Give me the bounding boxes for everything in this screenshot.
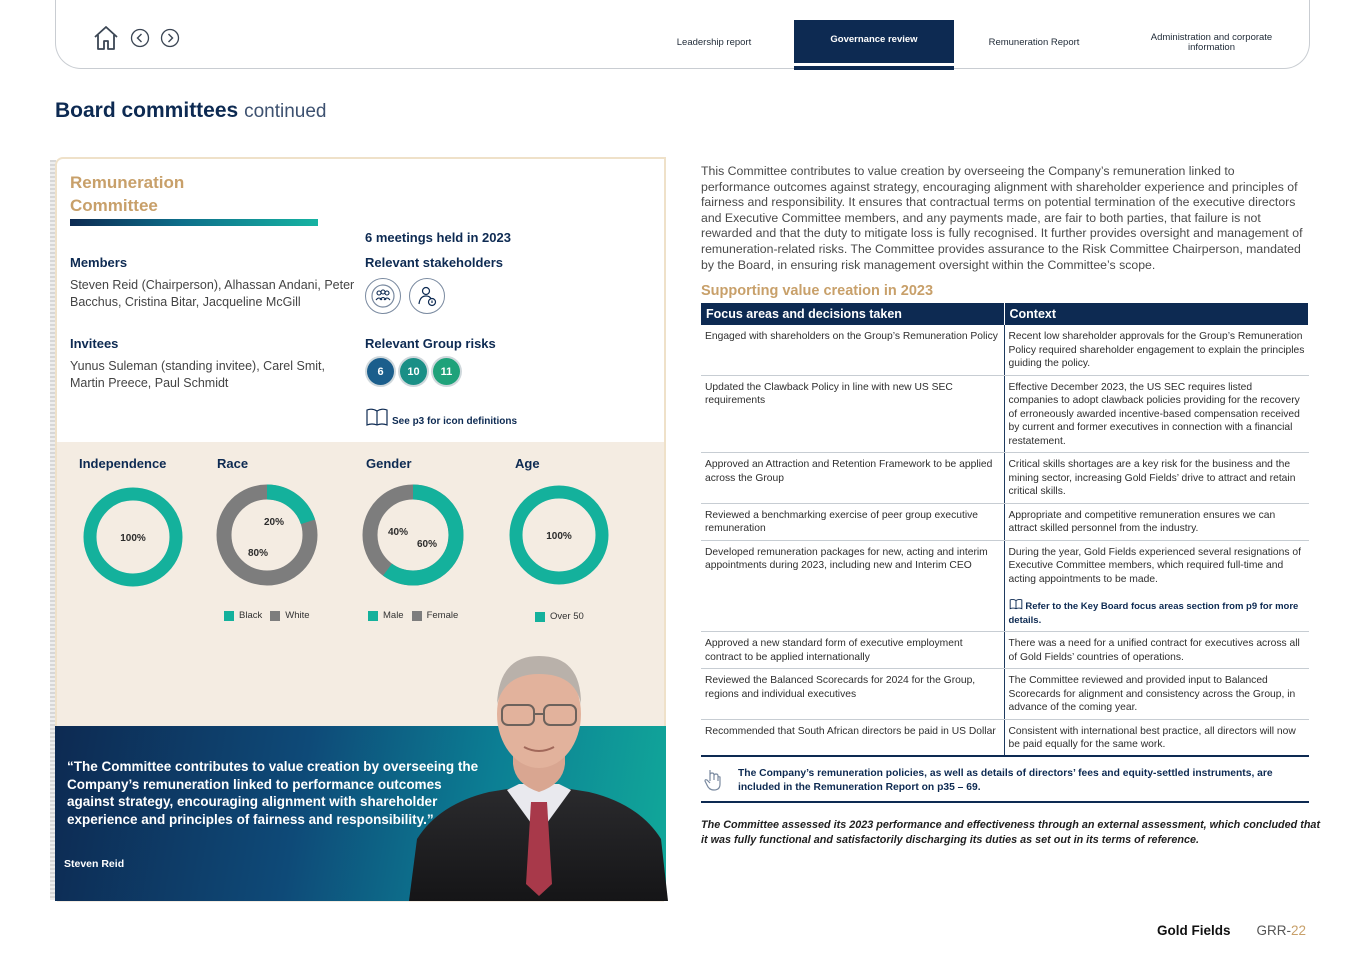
legend-female: Female bbox=[426, 610, 459, 621]
context-cell: The Committee reviewed and provided input to Balanced Scorecards for alignment and consistency across the Group, in advance of the coming year. bbox=[1004, 669, 1309, 720]
key-board-focus-link[interactable] bbox=[1009, 598, 1305, 627]
committee-panel bbox=[55, 157, 666, 899]
stakeholder-icons bbox=[365, 278, 445, 314]
context-cell: Effective December 2023, the US SEC requires listed companies to adopt clawback policies providing for the recovery of erroneously awarded incentive-based compensation received by current and former executives in connection with a financial restatement. bbox=[1004, 375, 1309, 453]
icon-definitions-text: See p3 for icon definitions bbox=[392, 416, 518, 427]
footer-page-code bbox=[1256, 923, 1306, 938]
table-row bbox=[701, 669, 1309, 720]
employee-icon bbox=[409, 278, 445, 314]
tab-governance-review[interactable]: Governance review bbox=[794, 20, 954, 66]
independence-value: 100% bbox=[120, 533, 146, 544]
race-legend bbox=[224, 610, 310, 621]
age-legend bbox=[535, 611, 584, 622]
key-board-focus-text: Refer to the Key Board focus areas section from p9 for more details. bbox=[1008, 601, 1299, 626]
legend-white: White bbox=[285, 610, 310, 621]
performance-assessment: The Committee assessed its 2023 performance and effectiveness through an external assessment, which concluded that it was fully functional and satisfactorily discharging its duties as set out in its terms of reference. bbox=[701, 819, 1321, 846]
focus-cell: Reviewed the Balanced Scorecards for 2024 for the Group, regions and individual executives bbox=[701, 669, 1004, 720]
age-label: Age bbox=[515, 456, 540, 471]
focus-areas-table bbox=[701, 303, 1309, 757]
tab-administration[interactable]: Administration and corporate information bbox=[1150, 31, 1273, 53]
invitees-list: Yunus Suleman (standing invitee), Carel Smit, Martin Preece, Paul Schmidt bbox=[70, 359, 325, 390]
table-header-row bbox=[701, 303, 1309, 325]
focus-cell: Updated the Clawback Policy in line with new US SEC requirements bbox=[701, 375, 1004, 453]
note-text: The Company’s remuneration policies, as well as details of directors’ fees and equity-settled instruments, are included in the Remuneration Report on p35 – 69. bbox=[738, 768, 1273, 793]
independence-label: Independence bbox=[79, 456, 167, 471]
context-cell: Critical skills shortages are a key risk for the business and the mining sector, increasing Gold Fields’ drive to attract and retain critical skills. bbox=[1004, 453, 1309, 504]
risk-badge: 11 bbox=[433, 358, 460, 385]
icon-definitions-link[interactable] bbox=[365, 407, 517, 427]
tab-remuneration-report[interactable]: Remuneration Report bbox=[988, 36, 1080, 48]
table-row bbox=[701, 453, 1309, 504]
invitees-heading: Invitees bbox=[70, 336, 119, 351]
quote-author: Steven Reid bbox=[64, 858, 125, 870]
footer-brand: Gold Fields bbox=[1156, 923, 1231, 938]
context-cell: Consistent with international best practice, all directors will now be paid equally for the same work. bbox=[1004, 719, 1309, 756]
home-icon[interactable] bbox=[92, 24, 120, 52]
meetings-count: 6 meetings held in 2023 bbox=[365, 230, 511, 245]
title-underline-bar bbox=[70, 219, 318, 226]
tab-leadership-report[interactable]: Leadership report bbox=[676, 36, 752, 48]
race-black-value: 20% bbox=[263, 517, 285, 528]
committee-intro: This Committee contributes to value creation by overseeing the Company’s remuneration linked to performance outcomes against strategy, encouraging alignment with shareholder experience and principles of fairness and responsibility. It ensures that contractual terms on potential termination of the executive directors and Executive Committee members, and any payments made, are fair to both parties, that failure is not rewarded and that the duty to mitigate loss is fully recognised. It further provides oversight and management of remuneration-related risks. The Committee provides assurance to the Risk Committee Chairperson, mandated by the Board, in ensuring risk management oversight within the Committee’s scope. bbox=[701, 164, 1303, 272]
footer-page-number: 22 bbox=[1290, 923, 1306, 938]
gender-female-value: 40% bbox=[387, 527, 409, 538]
race-white-value: 80% bbox=[247, 548, 269, 559]
column-header-context: Context bbox=[1004, 303, 1309, 325]
legend-swatch-white bbox=[270, 611, 280, 621]
gender-segments bbox=[370, 492, 456, 578]
risk-badge: 6 bbox=[367, 358, 394, 385]
legend-black: Black bbox=[239, 610, 263, 621]
race-donut bbox=[216, 484, 318, 586]
pointer-hand-icon bbox=[703, 768, 723, 792]
group-risks-heading: Relevant Group risks bbox=[365, 336, 496, 351]
context-text: During the year, Gold Fields experienced several resignations of Executive Committee members, which required full-time and acting appointments to be made. bbox=[1008, 546, 1301, 585]
table-row bbox=[701, 540, 1309, 632]
table-row bbox=[701, 503, 1309, 540]
risk-badge: 10 bbox=[400, 358, 427, 385]
top-navigation bbox=[55, 0, 1310, 69]
members-heading: Members bbox=[70, 255, 128, 270]
focus-cell: Approved a new standard form of executive employment contract to be applied internationally bbox=[701, 632, 1004, 669]
supporting-value-heading: Supporting value creation in 2023 bbox=[701, 283, 934, 299]
page-footer bbox=[1157, 923, 1306, 938]
legend-over50: Over 50 bbox=[550, 611, 584, 622]
gender-donut bbox=[362, 484, 464, 586]
page-title-main: Board committees bbox=[55, 99, 239, 122]
age-donut bbox=[508, 484, 610, 586]
legend-male: Male bbox=[383, 610, 404, 621]
independence-donut bbox=[82, 486, 184, 588]
context-cell: Appropriate and competitive remuneration ensures we can attract skilled personnel from the industry. bbox=[1004, 503, 1309, 540]
gender-male-value: 60% bbox=[416, 539, 438, 550]
age-value: 100% bbox=[546, 531, 572, 542]
forward-icon[interactable] bbox=[160, 28, 180, 48]
race-segments bbox=[224, 492, 310, 578]
focus-cell: Recommended that South African directors be paid in US Dollar bbox=[701, 719, 1004, 756]
table-row bbox=[701, 325, 1309, 375]
context-cell bbox=[1004, 540, 1309, 632]
focus-cell: Reviewed a benchmarking exercise of peer group executive remuneration bbox=[701, 503, 1004, 540]
members-list: Steven Reid (Chairperson), Alhassan Andani, Peter Bacchus, Cristina Bitar, Jacqueline McGill bbox=[70, 278, 355, 309]
gender-legend bbox=[368, 610, 458, 621]
committee-name: Remuneration Committee bbox=[70, 173, 185, 215]
remuneration-report-note[interactable] bbox=[701, 755, 1309, 803]
page-title bbox=[55, 99, 326, 123]
section-tabs bbox=[634, 20, 1309, 66]
focus-cell: Approved an Attraction and Retention Framework to be applied across the Group bbox=[701, 453, 1004, 504]
footer-code-prefix: GRR- bbox=[1256, 923, 1291, 938]
gender-label: Gender bbox=[366, 456, 412, 471]
stakeholders-heading: Relevant stakeholders bbox=[365, 255, 504, 270]
legend-swatch-over50 bbox=[535, 612, 545, 622]
table-row bbox=[701, 719, 1309, 756]
page-title-suffix: continued bbox=[244, 101, 327, 122]
race-label: Race bbox=[217, 456, 249, 471]
book-icon bbox=[1009, 598, 1023, 610]
focus-cell: Engaged with shareholders on the Group’s Remuneration Policy bbox=[701, 325, 1004, 375]
table-row bbox=[701, 632, 1309, 669]
nav-icon-group bbox=[92, 24, 180, 52]
chairperson-portrait bbox=[409, 634, 668, 901]
legend-swatch-black bbox=[224, 611, 234, 621]
context-cell: Recent low shareholder approvals for the Group’s Remuneration Policy required shareholder engagement to explain the principles guiding the policy. bbox=[1004, 325, 1309, 375]
book-icon bbox=[365, 407, 389, 427]
quote-text: “The Committee contributes to value creation by overseeing the Company’s remuneration linked to performance outcomes against strategy, encouraging alignment with shareholder experience and principles of fairness and responsibility.” bbox=[67, 759, 479, 827]
table-row bbox=[701, 375, 1309, 453]
legend-swatch-male bbox=[368, 611, 378, 621]
back-icon[interactable] bbox=[130, 28, 150, 48]
column-header-focus: Focus areas and decisions taken bbox=[701, 303, 1004, 325]
group-risk-badges bbox=[367, 358, 460, 385]
community-icon bbox=[365, 278, 401, 314]
context-cell: There was a need for a unified contract for executives across all of Gold Fields’ countries of operations. bbox=[1004, 632, 1309, 669]
legend-swatch-female bbox=[412, 611, 422, 621]
focus-cell: Developed remuneration packages for new, acting and interim appointments during 2023, including new and Interim CEO bbox=[701, 540, 1004, 632]
